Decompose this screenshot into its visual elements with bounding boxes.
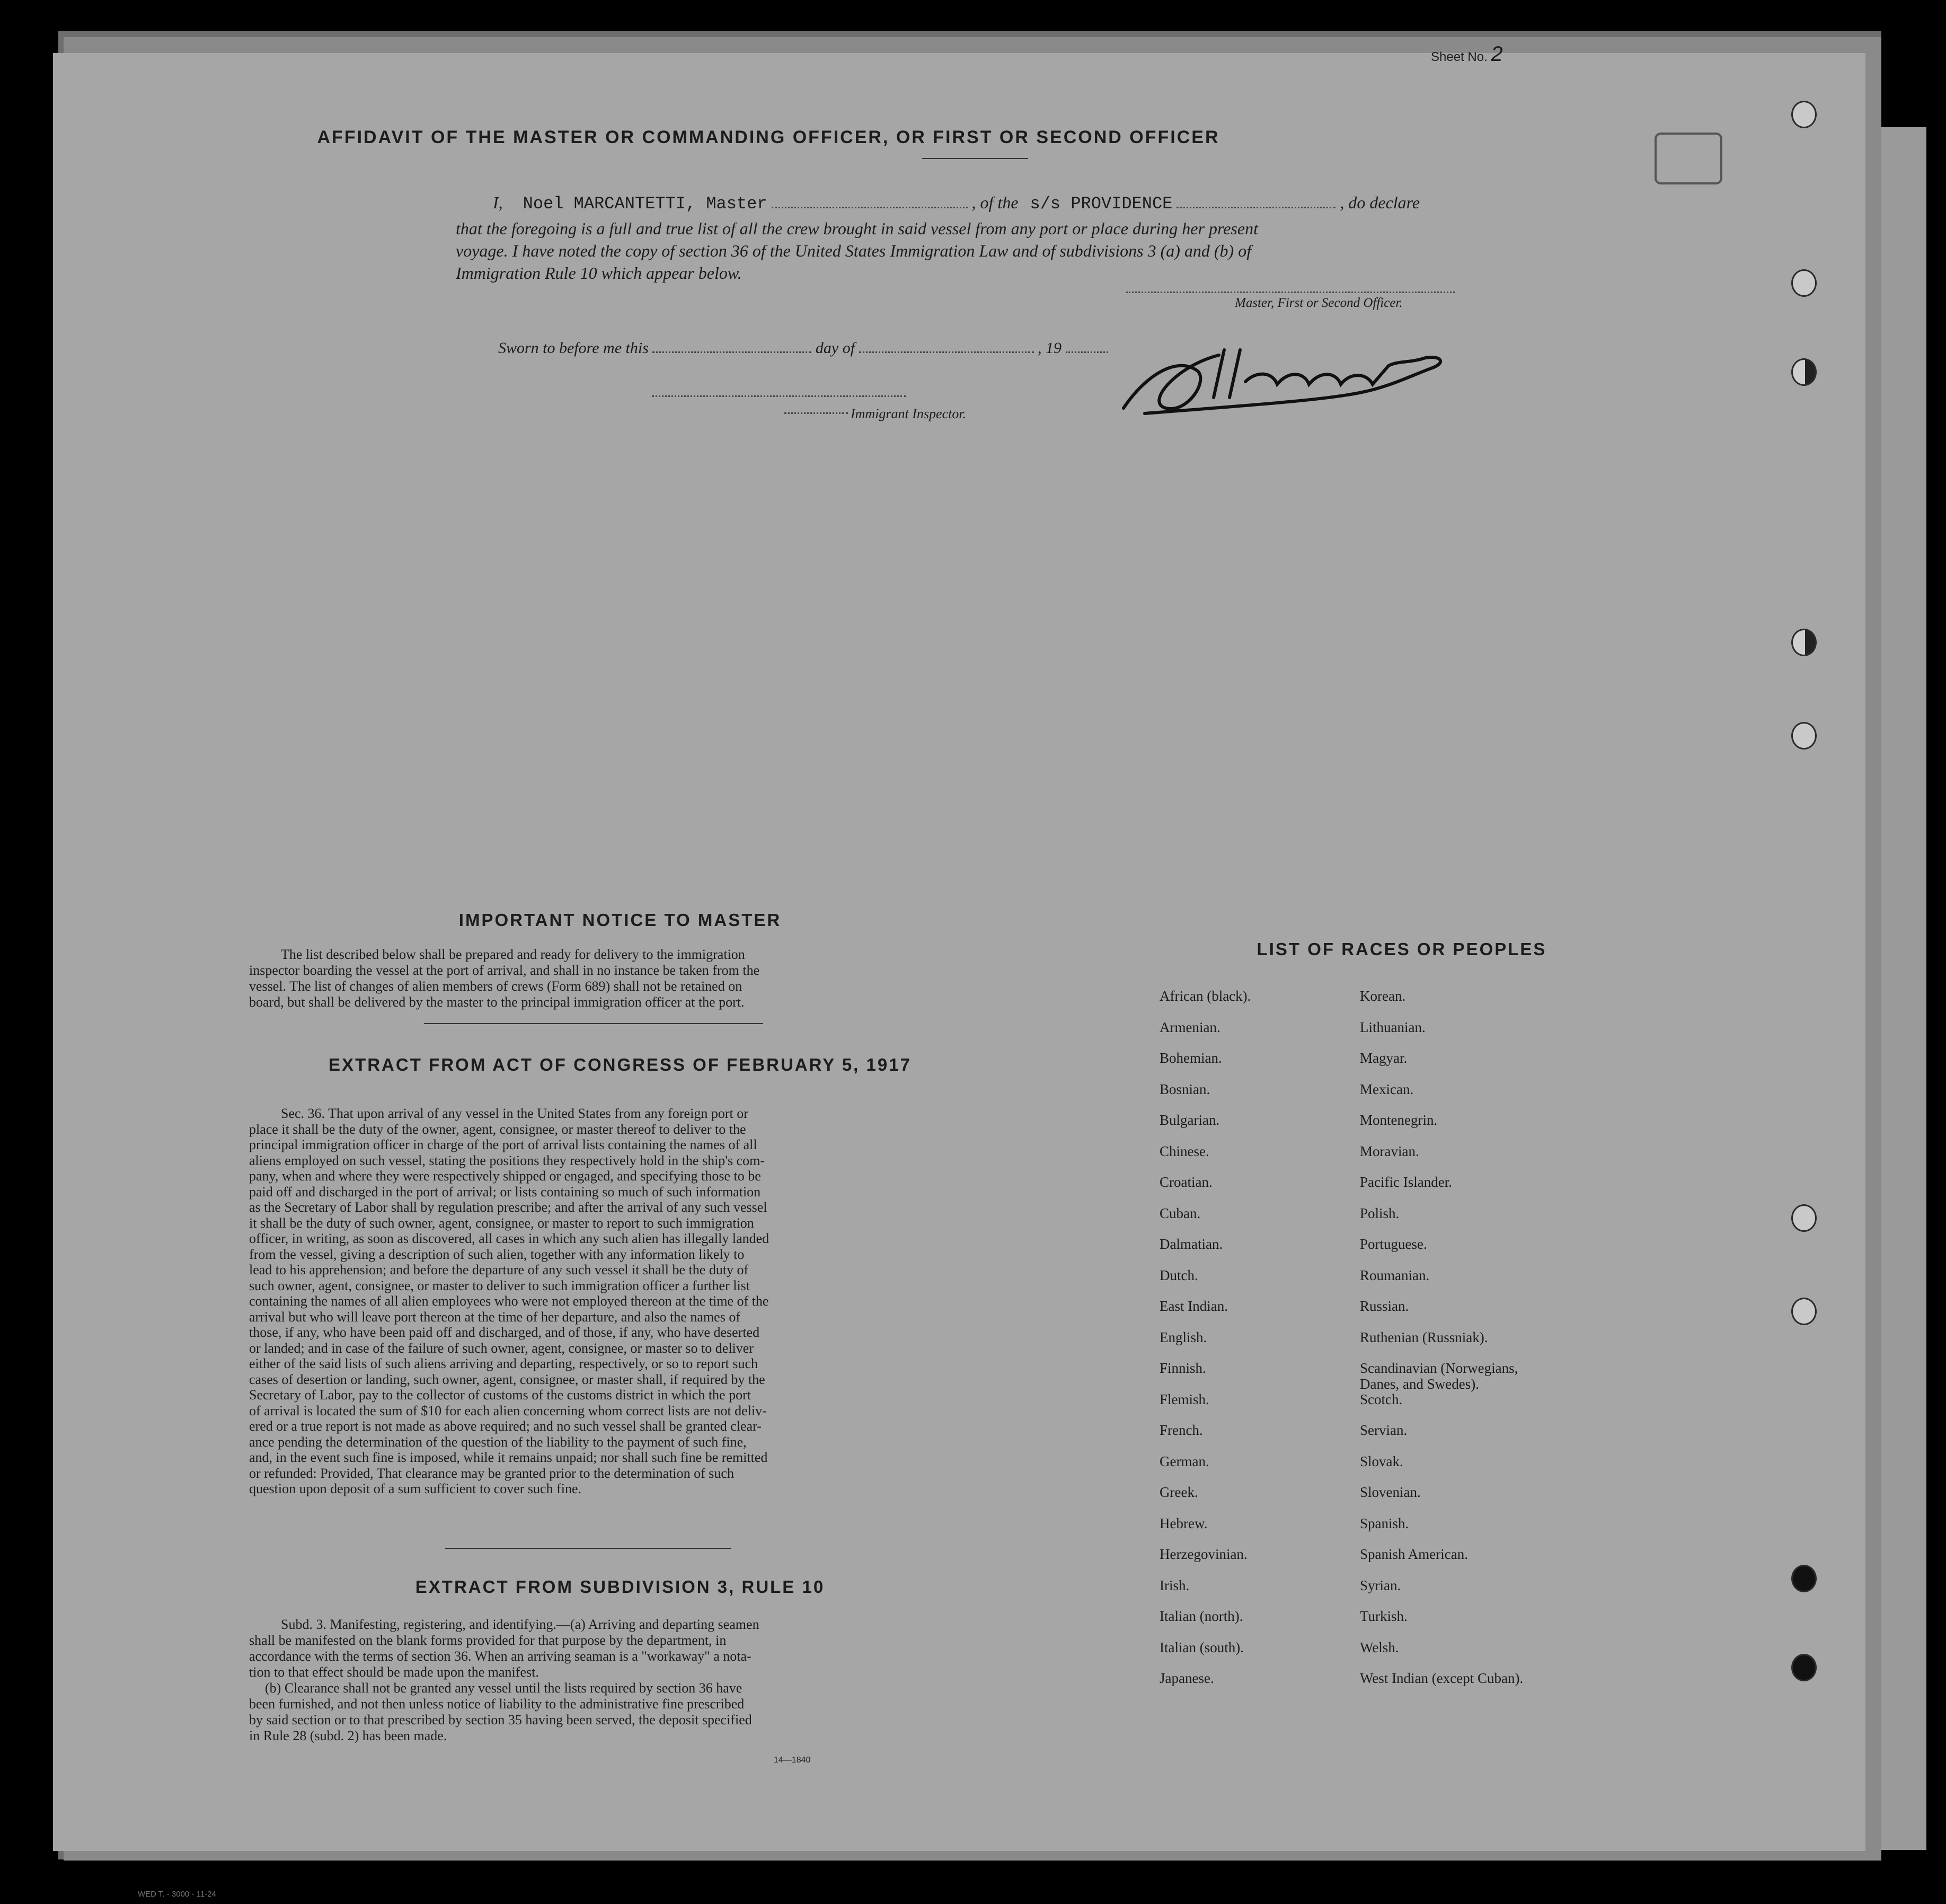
race-item: Armenian. (1160, 1019, 1220, 1035)
race-item: West Indian (except Cuban). (1360, 1670, 1524, 1686)
binder-hole-icon (1791, 101, 1817, 128)
race-item: Spanish American. (1360, 1546, 1468, 1562)
race-item: German. (1160, 1453, 1209, 1469)
race-item: Dalmatian. (1160, 1236, 1223, 1252)
race-item: Bohemian. (1160, 1050, 1222, 1066)
title-underline (922, 158, 1028, 159)
race-item: African (black). (1160, 988, 1251, 1004)
act-extract-body: Sec. 36. That upon arrival of any vessel in the United States from any foreign port or place it shall be the duty of the owner, agent, consignee, or master thereof to deliver to the principal immigration officer in charge of the port of arrival lists containing the names of all aliens employed on such vessel, stating the positions they respectively hold in the ship's com- pany, when and where they were respectively shipped or engaged, and specifying those to be paid off and discharged in the port of arrival; or lists containing so much of such information as the Secretary of Labor shall by regulation prescribe; and after the arrival of any such vessel it shall be the duty of such owner, agent, consignee, or master to report to such immigration officer, in writing, as soon as discovered, all cases in which any such alien has illegally landed from the vessel, giving a description of such alien, together with any information likely to lead to his apprehension; and before the departure of any such vessel it shall be the duty of such owner, agent, consignee, or master to deliver to such immigration officer a further list containing the names of all alien employees who were not employed thereon at the time of the arrival but who will leave port thereon at the time of her departure, and also the names of those, if any, who have been paid off and discharged, and of those, if any, who have deserted or landed; and in case of the failure of such owner, agent, consignee, or master so to deliver either of the said lists of such aliens arriving and departing, respectively, or so to report such cases of desertion or landing, such owner, agent, consignee, or master shall, if required by the Secretary of Labor, pay to the collector of customs of the customs district in which the port of arrival is located the sum of $10 for each alien concerning whom correct lists are not deliv- ered or a true report is not made as above required; and no such vessel shall be granted clear- ance pending the determination of the question of the liability to the payment of such fine, and, in the event such fine is imposed, while it remains unpaid; nor shall such fine be remitted or refunded: Provided, That clearance may be granted prior to the determination of such question upon deposit of a sum sufficient to cover such fine. (249, 1106, 769, 1496)
binder-hole-icon (1791, 269, 1817, 297)
race-item: Pacific Islander. (1360, 1174, 1452, 1190)
declarant-name: Noel MARCANTETTI, Master (523, 194, 767, 214)
binder-hole-icon (1791, 358, 1817, 386)
master-signature (1113, 334, 1452, 424)
race-item: Italian (south). (1160, 1639, 1244, 1655)
race-item: Japanese. (1160, 1670, 1214, 1686)
signature-caption: Master, First or Second Officer. (1235, 296, 1403, 310)
races-title: LIST OF RACES OR PEOPLES (1257, 939, 1547, 959)
binder-hole-icon (1791, 1654, 1817, 1681)
race-item: Croatian. (1160, 1174, 1213, 1190)
race-item: Bosnian. (1160, 1081, 1210, 1097)
race-item: Slovak. (1360, 1453, 1403, 1469)
race-item: Cuban. (1160, 1205, 1201, 1221)
affidavit-title: AFFIDAVIT OF THE MASTER OR COMMANDING OFFICER, OR FIRST OR SECOND OFFICER (317, 127, 1220, 147)
binder-hole-icon (1791, 722, 1817, 750)
race-item: Greek. (1160, 1484, 1198, 1500)
race-item: Lithuanian. (1360, 1019, 1426, 1035)
race-item: Irish. (1160, 1577, 1190, 1593)
race-item: Flemish. (1160, 1391, 1209, 1407)
race-item: Portuguese. (1360, 1236, 1427, 1252)
race-item: Herzegovinian. (1160, 1546, 1248, 1562)
sworn-line: Sworn to before me this day of , 19 (498, 339, 1108, 357)
document-page (53, 42, 1865, 1851)
race-item: Ruthenian (Russniak). (1360, 1329, 1488, 1345)
race-item: Spanish. (1360, 1515, 1409, 1531)
declaration-body: that the foregoing is a full and true list of all the crew brought in said vessel from any port or place during her present voyage. I have noted the copy of section 36 of the United States Immigration Law and of subdivisions 3 (a) and (b) of Immigration Rule 10 which appear below. (456, 219, 1258, 283)
race-item: Italian (north). (1160, 1608, 1243, 1624)
declaration-line: I, Noel MARCANTETTI, Master , of the s/s PROVIDENCE , do declare (493, 193, 1420, 214)
act-extract-title: EXTRACT FROM ACT OF CONGRESS OF FEBRUARY 5, 1917 (329, 1055, 912, 1074)
race-item: Syrian. (1360, 1577, 1401, 1593)
notice-body: The list described below shall be prepared and ready for delivery to the immigration inspector boarding the vessel at the port of arrival, and shall in no instance be taken from the vessel. The list of changes of alien members of crews (Form 689) shall not be retained on board, but shall be delivered by the master to the principal immigration officer at the port. (249, 947, 760, 1010)
race-item: Roumanian. (1360, 1267, 1430, 1283)
rule-extract-body: Subd. 3. Manifesting, registering, and identifying.—(a) Arriving and departing seamen shall be manifested on the blank forms provided for that purpose by the department, in accordance with the terms of section 36. When an arriving seaman is a "workaway" a nota- tion to that effect should be made upon the manifest. (b) Clearance shall not be granted any vessel until the lists required by section 36 have been furnished, and not then unless notice of liability to the administrative fine prescribed by said section or to that prescribed by section 35 having been served, the deposit specified in Rule 28 (subd. 2) has been made. (249, 1617, 759, 1743)
race-item: Mexican. (1360, 1081, 1414, 1097)
binder-hole-icon (1791, 629, 1817, 656)
sheet-number-label: Sheet No. 2 (1431, 42, 1503, 66)
page-right-edge (1881, 127, 1926, 1850)
race-item: Servian. (1360, 1422, 1408, 1438)
race-item: Finnish. (1160, 1360, 1206, 1376)
race-item: Scandinavian (Norwegians, Danes, and Swedes). (1360, 1360, 1518, 1392)
race-item: Polish. (1360, 1205, 1400, 1221)
inspector-caption: Immigrant Inspector. (851, 406, 967, 421)
race-item: Dutch. (1160, 1267, 1198, 1283)
footer-form-number: WED T. - 3000 - 11-24 (138, 1890, 216, 1899)
race-item: Welsh. (1360, 1639, 1399, 1655)
vessel-name: s/s PROVIDENCE (1030, 194, 1173, 214)
race-item: Slovenian. (1360, 1484, 1421, 1500)
race-item: Hebrew. (1160, 1515, 1208, 1531)
race-item: English. (1160, 1329, 1207, 1345)
race-item: Scotch. (1360, 1391, 1403, 1407)
race-item: Bulgarian. (1160, 1112, 1220, 1128)
races-column-2 (1360, 988, 1657, 1702)
race-item: French. (1160, 1422, 1203, 1438)
binder-hole-icon (1791, 1298, 1817, 1325)
race-item: East Indian. (1160, 1298, 1228, 1314)
race-item: Magyar. (1360, 1050, 1408, 1066)
race-item: Montenegrin. (1360, 1112, 1438, 1128)
form-code: 14—1840 (774, 1756, 811, 1765)
binder-hole-icon (1791, 1565, 1817, 1592)
race-item: Moravian. (1360, 1143, 1419, 1159)
rule-extract-title: EXTRACT FROM SUBDIVISION 3, RULE 10 (415, 1577, 825, 1597)
binder-hole-icon (1791, 1204, 1817, 1232)
race-item: Russian. (1360, 1298, 1409, 1314)
race-item: Turkish. (1360, 1608, 1408, 1624)
paper-tab (1655, 133, 1722, 184)
notice-title: IMPORTANT NOTICE TO MASTER (458, 910, 782, 930)
race-item: Chinese. (1160, 1143, 1209, 1159)
races-column-1 (1160, 988, 1361, 1702)
race-item: Korean. (1360, 988, 1406, 1004)
